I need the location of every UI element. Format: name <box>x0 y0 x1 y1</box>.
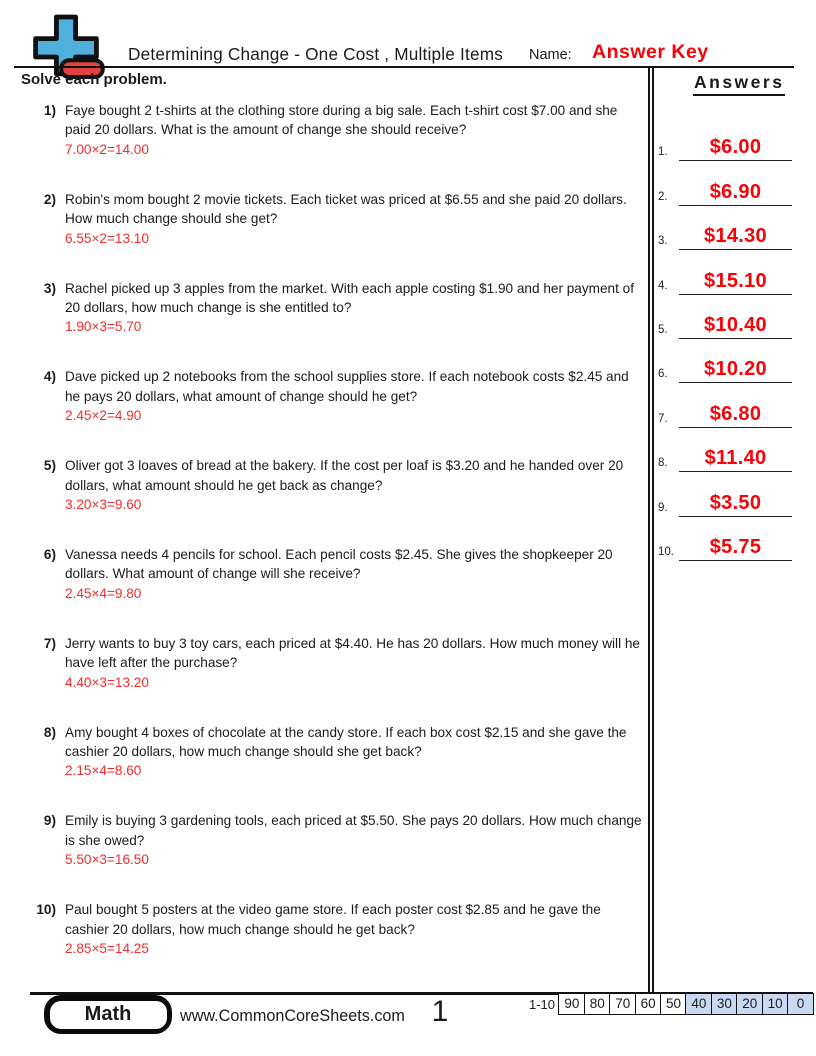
problem-number: 10) <box>36 902 56 918</box>
answer-value: $14.30 <box>704 225 767 248</box>
answer-number: 9. <box>658 501 668 514</box>
score-cell: 60 <box>635 993 662 1015</box>
problem-body <box>65 190 645 279</box>
score-cell: 90 <box>558 993 585 1015</box>
answer-value: $6.80 <box>709 402 762 425</box>
problem-text: Oliver got 3 loaves of bread at the bakery. If the cost per loaf is $3.20 and he handed over 20 dollars, what amount should he get back as change? <box>65 458 624 493</box>
problem-body <box>65 900 645 989</box>
problem-item <box>22 545 646 634</box>
problem-text: Rachel picked up 3 apples from the market. With each apple costing $1.90 and her payment of 20 dollars, how much change is she entitled to? <box>65 280 634 315</box>
answer-blank-line <box>679 181 792 206</box>
problem-text: Jerry wants to buy 3 toy cars, each priced at $4.40. He has 20 dollars. How much money will he have left after the purchase? <box>65 635 640 671</box>
subject-badge <box>44 995 172 1034</box>
answer-number: 2. <box>658 190 668 203</box>
name-label: Name: <box>529 47 572 63</box>
answer-row <box>653 341 794 385</box>
problem-work-equation: 2.15×4=8.60 <box>65 763 142 779</box>
answer-number: 5. <box>658 323 668 336</box>
problem-text: Paul bought 5 posters at the video game store. If each poster cost $2.85 and he gave the cashier 20 dollars, how much change should he get back? <box>65 902 601 937</box>
problem-number: 6) <box>43 546 56 562</box>
problem-text: Amy bought 4 boxes of chocolate at the candy store. If each box cost $2.15 and she gave the cashier 20 dollars, how much change should she get back? <box>65 724 627 759</box>
page-number: 1 <box>431 995 449 1028</box>
answer-blank-line <box>679 536 792 561</box>
problem-item <box>22 456 646 545</box>
problem-work-equation: 2.85×5=14.25 <box>65 940 149 956</box>
problem-item <box>22 279 646 368</box>
answer-number: 7. <box>658 412 668 425</box>
problem-body <box>65 634 645 723</box>
worksheet-title: Determining Change - One Cost , Multiple Items <box>128 44 504 64</box>
answer-value: $6.90 <box>709 180 762 203</box>
problem-number: 9) <box>43 813 56 829</box>
score-cell: 50 <box>660 993 687 1015</box>
problem-body <box>65 723 645 812</box>
problem-number: 2) <box>43 191 56 207</box>
answer-rows <box>653 119 794 563</box>
answer-row <box>653 208 794 252</box>
instructions-text: Solve each problem. <box>21 71 167 88</box>
answer-blank-line <box>679 225 792 250</box>
answer-value: $10.20 <box>704 358 767 381</box>
problem-body <box>65 279 645 368</box>
problem-item <box>22 811 646 900</box>
answers-panel <box>653 72 794 563</box>
problem-number: 3) <box>43 280 56 296</box>
subject-label: Math <box>48 999 169 1031</box>
problem-number: 5) <box>43 458 56 474</box>
problem-body <box>65 367 645 456</box>
problem-item <box>22 634 646 723</box>
answer-row <box>653 385 794 429</box>
problem-item <box>22 190 646 279</box>
answer-blank-line <box>679 270 792 295</box>
problem-number: 8) <box>43 724 56 740</box>
problem-work-equation: 1.90×3=5.70 <box>65 319 142 335</box>
answer-key-label: Answer Key <box>592 41 709 63</box>
score-cell: 70 <box>609 993 636 1015</box>
problem-item <box>22 900 646 989</box>
answer-row <box>653 474 794 518</box>
score-table <box>560 993 814 1015</box>
problem-body <box>65 101 645 190</box>
answers-title: Answers <box>693 72 785 96</box>
answer-value: $10.40 <box>704 313 767 336</box>
problem-item <box>22 101 646 190</box>
answer-blank-line <box>679 136 792 161</box>
answer-row <box>653 163 794 207</box>
answer-row <box>653 519 794 563</box>
score-cell: 10 <box>762 993 789 1015</box>
answer-number: 1. <box>658 146 668 159</box>
problem-work-equation: 5.50×3=16.50 <box>65 852 149 868</box>
answer-row <box>653 252 794 296</box>
problem-number: 7) <box>43 635 56 651</box>
answer-blank-line <box>679 492 792 517</box>
answer-blank-line <box>679 447 792 472</box>
problem-item <box>22 367 646 456</box>
problem-work-equation: 7.00×2=14.00 <box>65 141 149 157</box>
problem-work-equation: 2.45×2=4.90 <box>65 408 142 424</box>
problem-body <box>65 545 645 634</box>
answer-row <box>653 430 794 474</box>
problem-list <box>22 101 646 989</box>
score-cell: 30 <box>711 993 738 1015</box>
problem-text: Robin's mom bought 2 movie tickets. Each ticket was priced at $6.55 and she paid 20 dollars. How much change should she get? <box>65 191 627 227</box>
problem-number: 4) <box>43 369 56 385</box>
answer-value: $3.50 <box>709 491 762 514</box>
answer-value: $11.40 <box>704 447 767 470</box>
problem-text: Emily is buying 3 gardening tools, each priced at $5.50. She pays 20 dollars. How much change is she owed? <box>65 813 642 848</box>
problem-item <box>22 723 646 812</box>
problem-body <box>65 456 645 545</box>
score-cell: 80 <box>584 993 611 1015</box>
answer-number: 8. <box>658 457 668 470</box>
answer-value: $6.00 <box>709 136 762 159</box>
problem-text: Vanessa needs 4 pencils for school. Each pencil costs $2.45. She gives the shopkeeper 20 dollars. What amount of change will she receive? <box>65 546 613 582</box>
answer-number: 10. <box>658 545 674 558</box>
answer-row <box>653 119 794 163</box>
score-range-label: 1-10 <box>528 997 555 1012</box>
problem-body <box>65 811 645 900</box>
answer-value: $5.75 <box>709 535 762 558</box>
score-cell: 20 <box>736 993 763 1015</box>
problem-work-equation: 3.20×3=9.60 <box>65 497 142 512</box>
problem-work-equation: 4.40×3=13.20 <box>65 674 149 690</box>
answer-number: 3. <box>658 235 668 248</box>
answer-number: 6. <box>658 368 668 381</box>
answer-number: 4. <box>658 279 668 292</box>
problem-text: Dave picked up 2 notebooks from the school supplies store. If each notebook costs $2.45 and he pays 20 dollars, what amount of change should he get? <box>65 369 629 404</box>
problem-text: Faye bought 2 t-shirts at the clothing store during a big sale. Each t-shirt cost $7.00 and she paid 20 dollars. What is the amount of change she should receive? <box>65 103 618 138</box>
answer-value: $15.10 <box>704 269 767 292</box>
problem-number: 1) <box>43 103 56 118</box>
answer-blank-line <box>679 358 792 383</box>
problem-work-equation: 2.45×4=9.80 <box>65 585 142 601</box>
answer-blank-line <box>679 314 792 339</box>
answer-blank-line <box>679 403 792 428</box>
score-cell: 0 <box>787 993 814 1015</box>
website-url: www.CommonCoreSheets.com <box>180 1007 405 1025</box>
answer-row <box>653 297 794 341</box>
score-cell: 40 <box>685 993 712 1015</box>
header-divider <box>14 66 794 69</box>
problem-work-equation: 6.55×2=13.10 <box>65 230 149 246</box>
